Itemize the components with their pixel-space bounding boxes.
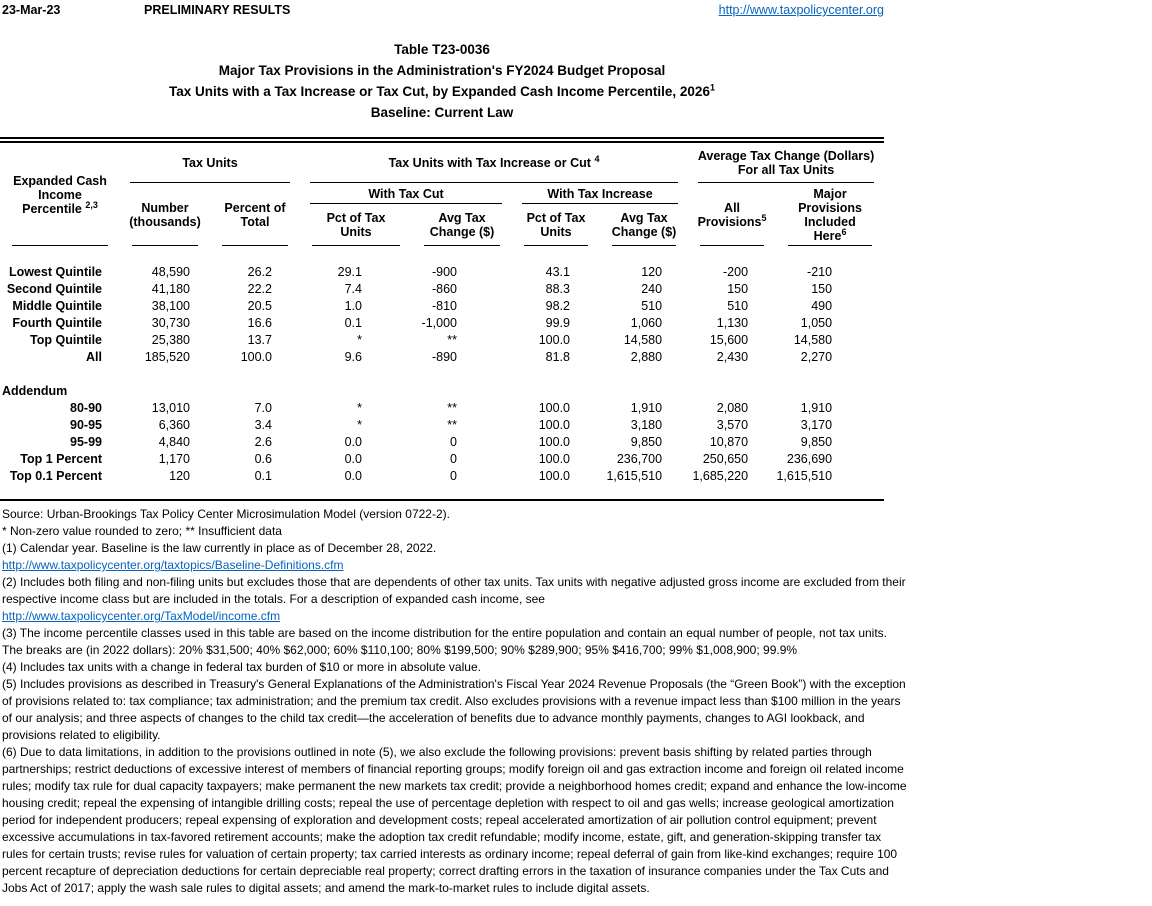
- cell-value: 0: [450, 452, 457, 466]
- table-title-block: [0, 39, 884, 123]
- cell-value: 6,360: [158, 418, 190, 432]
- report-date: 23-Mar-23: [2, 3, 61, 17]
- cell-value: 13.7: [247, 333, 272, 347]
- cell-value: 100.0: [538, 435, 570, 449]
- footnote-text: (1) Calendar year. Baseline is the law currently in place as of December 28, 2022.: [2, 541, 437, 555]
- table-row: [0, 332, 884, 349]
- row-label: 90-95: [70, 418, 102, 432]
- table-row: [0, 417, 884, 434]
- pct-units-line1: Pct of Tax: [326, 211, 386, 225]
- col-header-all-provisions: [688, 183, 776, 246]
- cell-value: 81.8: [545, 350, 570, 364]
- col1-line2: [22, 199, 98, 216]
- cell-value: 88.3: [545, 282, 570, 296]
- col-header-percent-of-total: [210, 183, 300, 246]
- cell-value: *: [357, 418, 362, 432]
- col-header-pct-tax-units-cut: [300, 204, 412, 246]
- avg-change-inc-line1: Avg Tax: [620, 211, 668, 225]
- baseline-title: Baseline: Current Law: [370, 105, 514, 120]
- col-header-expanded-cash-income: [0, 143, 120, 246]
- cell-value: 1,130: [716, 316, 749, 330]
- cell-value: 7.4: [344, 282, 362, 296]
- cell-value: 3,180: [630, 418, 663, 432]
- subgroup-header-with-tax-increase: With Tax Increase: [512, 183, 688, 204]
- cell-value: 100.0: [538, 469, 570, 483]
- col1-footnote-marker: 2,3: [85, 199, 98, 210]
- table-row: [0, 468, 884, 485]
- table-spacer-row: [0, 246, 884, 264]
- cell-value: 1,910: [800, 401, 833, 415]
- avg-change-line2: For all Tax Units: [737, 163, 835, 177]
- cell-value: 185,520: [144, 350, 190, 364]
- footnote-text: (2) Includes both filing and non-filing units but excludes those that are dependents of other tax units. Tax units with negative adjusted gross income are excluded from their respective income class but are included in the totals. For a description of expanded cash income, see: [2, 575, 906, 606]
- cell-value: 10,870: [709, 435, 749, 449]
- cell-value: 2.6: [254, 435, 272, 449]
- table-row: [0, 281, 884, 298]
- all-provisions-footnote-marker: 5: [761, 212, 767, 223]
- cell-value: 98.2: [545, 299, 570, 313]
- major-line3: Included: [804, 214, 856, 229]
- table-row: [0, 264, 884, 281]
- cell-value: 1,050: [800, 316, 833, 330]
- table-section-row: [0, 383, 884, 400]
- col-header-major-provisions: [776, 183, 884, 246]
- cell-value: 100.0: [240, 350, 272, 364]
- table-bottom-rule: [0, 499, 884, 501]
- header-row-subgroups: [0, 183, 884, 204]
- cell-value: -900: [431, 265, 457, 279]
- avg-change-line1: Average Tax Change (Dollars): [697, 149, 875, 163]
- cell-value: 510: [727, 299, 749, 313]
- cell-value: **: [447, 418, 457, 432]
- cell-value: 100.0: [538, 418, 570, 432]
- col1-line2-text: Percentile: [22, 201, 86, 216]
- table-body: [0, 246, 884, 499]
- cell-value: 0.0: [344, 452, 362, 466]
- cell-value: 0.1: [344, 316, 362, 330]
- title-footnote-marker: 1: [709, 82, 715, 93]
- number-line2: (thousands): [129, 214, 201, 229]
- cell-value: 43.1: [545, 265, 570, 279]
- cell-value: *: [357, 401, 362, 415]
- cell-value: 100.0: [538, 333, 570, 347]
- spacer-cell: [0, 485, 884, 499]
- all-provisions-text: All Provisions: [697, 200, 762, 229]
- cell-value: 100.0: [538, 401, 570, 415]
- pct-total-line1: Percent of: [224, 200, 286, 215]
- row-label: Fourth Quintile: [12, 316, 102, 330]
- cell-value: 9,850: [800, 435, 833, 449]
- row-label: Middle Quintile: [12, 299, 102, 313]
- major-line4: [813, 226, 847, 243]
- footnote-text: (6) Due to data limitations, in addition to the provisions outlined in note (5), we also exclude the following provisions: prevent basis shifting by related parties through partnerships; restrict deductions of excessive interest of members of financial reporting groups; modify foreign oil and gas extraction income and foreign oil related income rules; modify tax rule for dual capacity taxpayers; make permanent the new markets tax credit; provide a neighborhood homes credit; expand and enhance the low-income housing credit; repeal the expensing of intangible drilling costs; repeal the use of percentage depletion with respect to oil and gas wells; increase geological amortization period for independent producers; repeal expensing of exploration and development costs; repeal accelerated amortization of air pollution control equipment; prevent excessive accumulations in tax-favored retirement accounts; make the adoption tax credit refundable; modify income, estate, gift, and generation-skipping transfer tax rules for certain trusts; revise rules for valuation of certain property; tax carried interests as ordinary income; repeal deferral of gain from like-kind exchanges; require 100 percent recapture of depreciation deductions for certain depreciable real property; correct drafting errors in the taxation of insurance companies under the Tax Cuts and Jobs Act of 2017; apply the wash sale rules to digital assets; and amend the mark-to-market rules to include digital assets.: [2, 745, 907, 895]
- table-spacer-row: [0, 366, 884, 383]
- header-row-groups: [0, 143, 884, 183]
- pct-units-line2: Units: [340, 225, 372, 239]
- table-row: [0, 315, 884, 332]
- pct-units-inc-line1: Pct of Tax: [526, 211, 586, 225]
- row-label: Top 0.1 Percent: [9, 469, 102, 483]
- cell-value: 490: [811, 299, 833, 313]
- major-line1: Major: [813, 186, 847, 201]
- group-header-increase-or-cut: [300, 143, 688, 183]
- cell-value: 2,430: [716, 350, 749, 364]
- cell-value: 16.6: [247, 316, 272, 330]
- cell-value: 26.2: [247, 265, 272, 279]
- taxpolicycenter-link[interactable]: http://www.taxpolicycenter.org: [718, 3, 884, 17]
- cell-value: -810: [431, 299, 457, 313]
- cell-value: **: [447, 401, 457, 415]
- avg-change-cut-line1: Avg Tax: [438, 211, 486, 225]
- cell-value: 236,690: [786, 452, 833, 466]
- cell-value: 25,380: [151, 333, 190, 347]
- cell-value: 4,840: [158, 435, 190, 449]
- number-line1: Number: [141, 200, 189, 215]
- cell-value: **: [447, 333, 457, 347]
- cell-value: 0.0: [344, 435, 362, 449]
- group-header-tax-units: Tax Units: [120, 143, 300, 183]
- cell-value: 250,650: [702, 452, 749, 466]
- page-header: [0, 3, 884, 20]
- cell-value: 9.6: [344, 350, 362, 364]
- pct-total-line2: Total: [240, 214, 270, 229]
- footnotes-block: [0, 506, 910, 897]
- col-header-avg-tax-change-increase: [600, 204, 688, 246]
- cell-value: 1,060: [630, 316, 663, 330]
- table-title-line3: [0, 81, 884, 102]
- table-row: [0, 400, 884, 417]
- cell-value: 240: [641, 282, 663, 296]
- table-title-line3-text: Tax Units with a Tax Increase or Tax Cut, by Expanded Cash Income Percentile, 2026: [169, 84, 710, 99]
- cell-value: 7.0: [254, 401, 272, 415]
- spacer-cell: [0, 366, 884, 383]
- spacer-cell: [0, 246, 884, 264]
- cell-value: 2,080: [716, 401, 749, 415]
- group-header-average-tax-change: [688, 143, 884, 183]
- group-increase-cut-footnote-marker: 4: [594, 153, 600, 164]
- cell-value: 2,270: [800, 350, 833, 364]
- cell-value: 150: [727, 282, 749, 296]
- cell-value: 0: [450, 469, 457, 483]
- table-row: [0, 434, 884, 451]
- cell-value: -860: [431, 282, 457, 296]
- col-header-avg-tax-change-cut: [412, 204, 512, 246]
- footnote-link[interactable]: http://www.taxpolicycenter.org/TaxModel/income.cfm: [2, 609, 281, 623]
- table-number-title: Table T23-0036: [394, 42, 490, 57]
- cell-value: 15,600: [709, 333, 749, 347]
- preliminary-results-label: PRELIMINARY RESULTS: [144, 3, 291, 17]
- cell-value: 38,100: [151, 299, 190, 313]
- cell-value: -210: [807, 265, 833, 279]
- row-label: Lowest Quintile: [8, 265, 102, 279]
- cell-value: 22.2: [247, 282, 272, 296]
- col1-line1: Expanded Cash Income: [13, 173, 107, 202]
- cell-value: 14,580: [793, 333, 833, 347]
- avg-change-inc-line2: Change ($): [611, 225, 677, 239]
- cell-value: 30,730: [151, 316, 190, 330]
- cell-value: 3,170: [800, 418, 833, 432]
- cell-value: 13,010: [151, 401, 190, 415]
- cell-value: 150: [811, 282, 833, 296]
- footnote-text: (5) Includes provisions as described in Treasury's General Explanations of the Administration's Fiscal Year 2024 Revenue Proposals (the “Green Book”) with the exception of provisions related to: tax compliance; tax administration; and the premium tax credit. Also excludes provisions with a revenue impact less than $100 million in the years of our analysis; and three aspects of changes to the child tax credit—the acceleration of benefits due to advance monthly payments, changes to AGI lookback, and provisions related to eligibility.: [2, 677, 906, 742]
- table-spacer-row: [0, 485, 884, 499]
- pct-units-inc-line2: Units: [540, 225, 572, 239]
- cell-value: 1,170: [158, 452, 190, 466]
- row-label: Top 1 Percent: [20, 452, 102, 466]
- row-label: 80-90: [70, 401, 102, 415]
- footnote-text: Source: Urban-Brookings Tax Policy Center Microsimulation Model (version 0722-2).: [2, 507, 450, 521]
- cell-value: 510: [641, 299, 663, 313]
- cell-value: 99.9: [545, 316, 570, 330]
- section-label: Addendum: [2, 384, 68, 398]
- cell-value: 48,590: [151, 265, 190, 279]
- cell-value: *: [357, 333, 362, 347]
- row-label: Second Quintile: [6, 282, 102, 296]
- cell-value: 120: [641, 265, 663, 279]
- cell-value: 20.5: [247, 299, 272, 313]
- cell-value: 0: [450, 435, 457, 449]
- table-row: [0, 451, 884, 468]
- row-label: Top Quintile: [30, 333, 102, 347]
- cell-value: -890: [431, 350, 457, 364]
- subgroup-header-with-tax-cut: With Tax Cut: [300, 183, 512, 204]
- row-label: 95-99: [70, 435, 102, 449]
- cell-value: 236,700: [616, 452, 663, 466]
- cell-value: 100.0: [538, 452, 570, 466]
- cell-value: 1,615,510: [606, 469, 663, 483]
- table-row: [0, 349, 884, 366]
- major-line2: Provisions: [798, 200, 863, 215]
- data-table: [0, 143, 884, 499]
- row-label: All: [86, 350, 102, 364]
- cell-value: 41,180: [151, 282, 190, 296]
- cell-value: 1.0: [344, 299, 362, 313]
- footnote-text: (3) The income percentile classes used in this table are based on the income distribution for the entire population and contain an equal number of people, not tax units. The breaks are (in 2022 dollars): 20% $31,500; 40% $62,000; 60% $110,100; 80% $199,500; 90% $289,900; 95% $416,700; 99% $1,008,900; 99.9%: [2, 626, 887, 657]
- col-header-pct-tax-units-increase: [512, 204, 600, 246]
- cell-value: 9,850: [630, 435, 663, 449]
- cell-value: 0.1: [254, 469, 272, 483]
- cell-value: 120: [169, 469, 190, 483]
- cell-value: 1,685,220: [692, 469, 749, 483]
- major-line4-text: Here: [813, 228, 842, 243]
- footnote-text: (4) Includes tax units with a change in federal tax burden of $10 or more in absolute value.: [2, 660, 481, 674]
- cell-value: 0.0: [344, 469, 362, 483]
- cell-value: 0.6: [254, 452, 272, 466]
- group-increase-cut-text: Tax Units with Tax Increase or Cut: [388, 156, 595, 170]
- avg-change-cut-line2: Change ($): [429, 225, 495, 239]
- table-row: [0, 298, 884, 315]
- table-title-line2: Major Tax Provisions in the Administration's FY2024 Budget Proposal: [218, 63, 666, 78]
- footnote-link[interactable]: http://www.taxpolicycenter.org/taxtopics/Baseline-Definitions.cfm: [2, 558, 344, 572]
- cell-value: 1,615,510: [776, 469, 833, 483]
- cell-value: 3,570: [716, 418, 749, 432]
- cell-value: 3.4: [254, 418, 272, 432]
- col-header-number-thousands: [120, 183, 210, 246]
- major-footnote-marker: 6: [841, 226, 847, 237]
- cell-value: 14,580: [623, 333, 663, 347]
- cell-value: 29.1: [337, 265, 362, 279]
- cell-value: -1,000: [421, 316, 457, 330]
- cell-value: 1,910: [630, 401, 663, 415]
- cell-value: 2,880: [630, 350, 663, 364]
- cell-value: -200: [723, 265, 749, 279]
- footnote-text: * Non-zero value rounded to zero; ** Insufficient data: [2, 524, 282, 538]
